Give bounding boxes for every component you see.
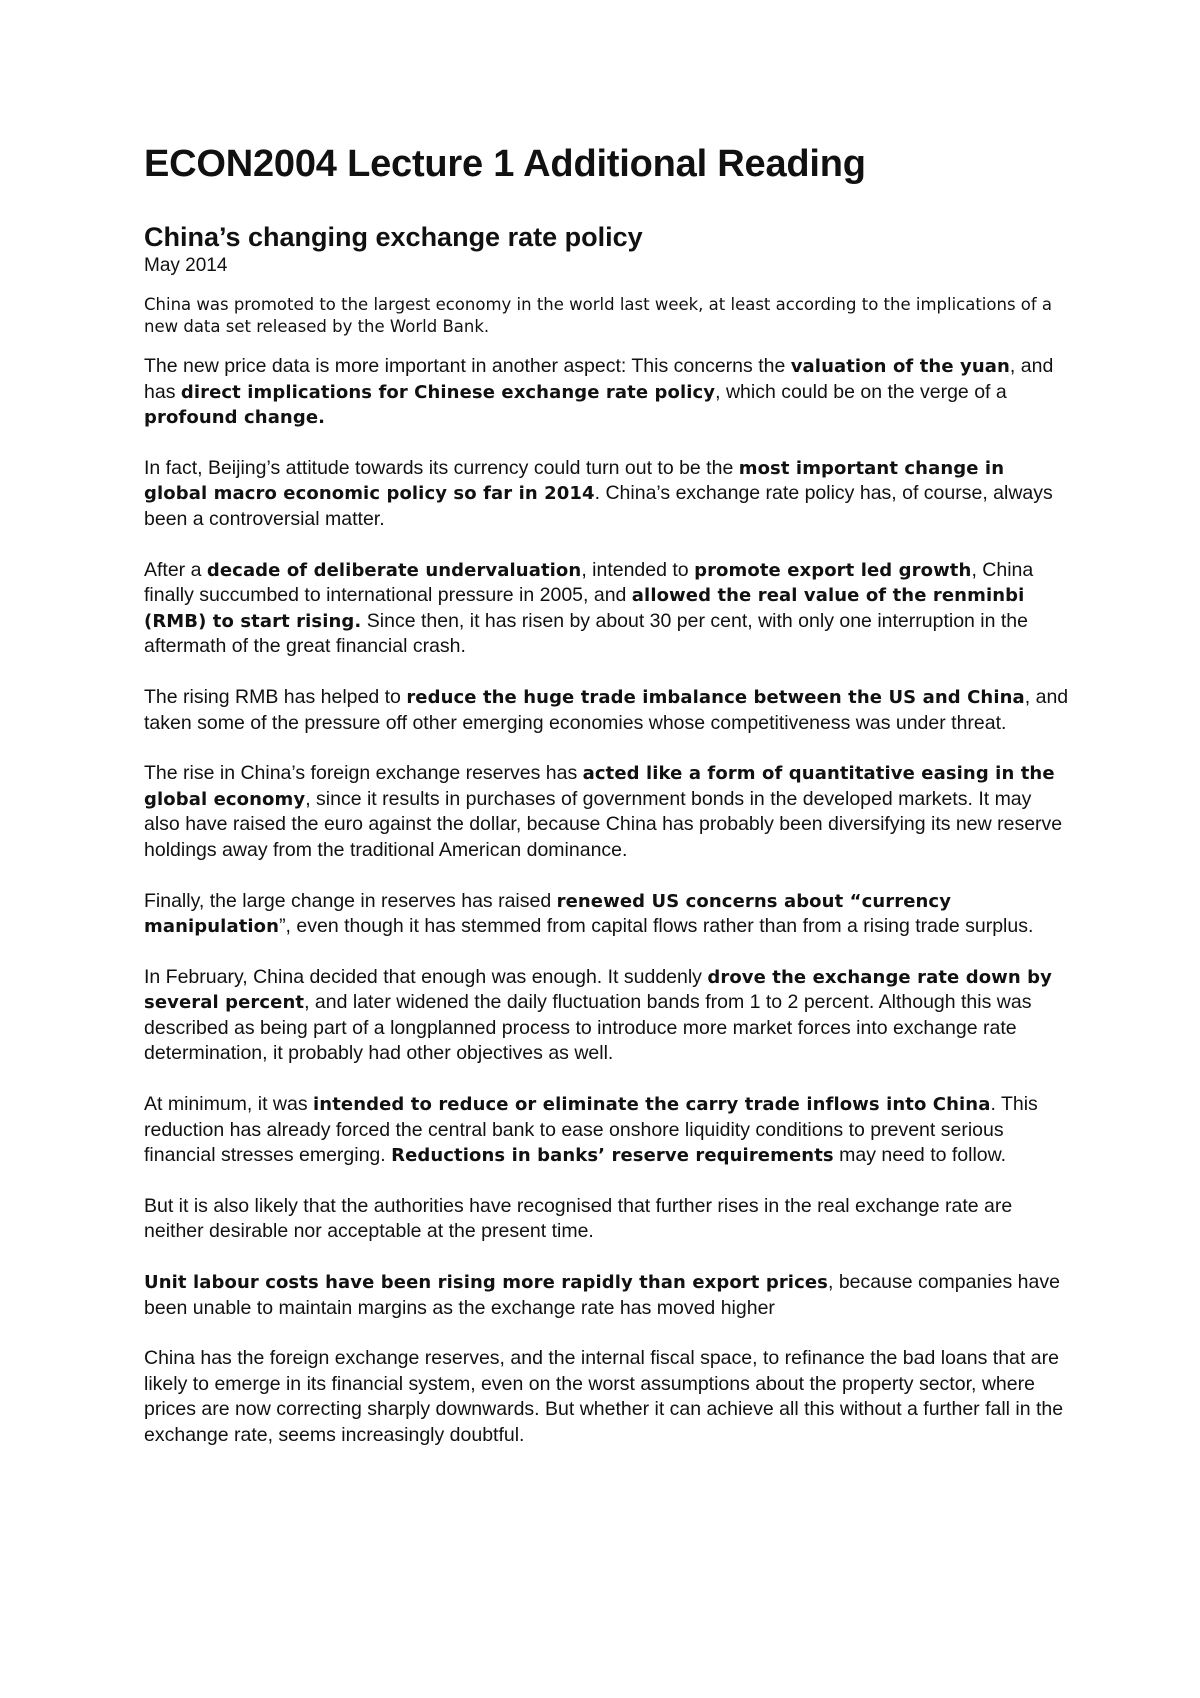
document-page [144,140,1069,1474]
paragraph-text: , which could be on the verge of a [715,380,1007,403]
paragraph-text: ”, even though it has stemmed from capital flows rather than from a rising trade surplus. [279,915,1034,938]
body-paragraph [144,1346,1069,1448]
paragraph-text: The new price data is more important in another aspect: This concerns the [144,355,791,377]
paragraph-text: Since then, it has risen by about 30 per cent, with only one interruption in the aftermath of the great financial crash. [144,609,1028,658]
article-body [144,354,1069,1449]
paragraph-text: , because companies have been unable to maintain margins as the exchange rate has moved higher [144,1271,1060,1319]
bold-text: direct implications for Chinese exchange rate policy [180,381,716,403]
bold-text: drove the exchange rate down by several percent [144,966,1052,1014]
paragraph-text: , and later widened the daily fluctuation bands from 1 to 2 percent. Although this was described as being part of a longplanned process to introduce more market forces into exchange rate determination, it probably had other objectives as well. [144,991,1032,1065]
paragraph-text: In fact, Beijing’s attitude towards its currency could turn out to be the [144,456,739,479]
article-title: China’s changing exchange rate policy [144,222,643,252]
body-paragraph [144,965,1069,1067]
paragraph-text: But it is also likely that the authorities have recognised that further rises in the real exchange rate are neither desirable nor acceptable at the present time. [144,1194,1013,1243]
body-paragraph [144,685,1069,736]
document-title: ECON2004 Lecture 1 Additional Reading [144,143,866,185]
paragraph-text: , intended to [581,558,695,581]
paragraph-text: , since it results in purchases of government bonds in the developed markets. It may also have raised the euro against the dollar, because China has probably been diversifying its new reserve holdings away from the traditional American dominance. [144,787,1063,861]
bold-text: most important change in global macro economic policy so far in 2014 [144,457,1005,505]
paragraph-text: The rise in China’s foreign exchange reserves has [144,762,583,785]
paragraph-text: , and taken some of the pressure off other emerging economies whose competitiveness was under threat. [144,685,1069,734]
paragraph-text: , China finally succumbed to international pressure in 2005, and [144,558,1034,607]
body-paragraph [144,761,1069,863]
paragraph-text: In February, China decided that enough was enough. It suddenly [144,965,708,988]
body-paragraph [144,558,1069,660]
bold-text: profound change. [144,407,326,429]
body-paragraph [144,1270,1069,1321]
paragraph-text: At minimum, it was [144,1093,314,1116]
bold-text: Unit labour costs have been rising more rapidly than export prices [144,1272,828,1294]
paragraph-text: The rising RMB has helped to [144,685,407,708]
paragraph-text: , and has [144,355,1054,403]
paragraph-text: . China’s exchange rate policy has, of course, always been a controversial matter. [144,482,1053,530]
body-paragraph [144,456,1069,533]
paragraph-text: . This reduction has already forced the central bank to ease onshore liquidity conditions to prevent serious financial stresses emerging. [144,1093,1038,1167]
bold-text: renewed US concerns about “currency manipulation [144,890,952,938]
body-paragraph [144,1092,1069,1169]
bold-text: reduce the huge trade imbalance between the US and China [406,686,1025,708]
intro-paragraph: China was promoted to the largest economy in the world last week, at least according to the implications of a new data set released by the World Bank. [144,295,1053,336]
bold-text: intended to reduce or eliminate the carry trade inflows into China [313,1094,991,1116]
body-paragraph [144,354,1069,431]
bold-text: Reductions in banks’ reserve requirements [391,1145,834,1167]
bold-text: promote export led growth [694,559,972,581]
bold-text: valuation of the yuan [790,356,1010,377]
article-date: May 2014 [144,255,228,276]
bold-text: acted like a form of quantitative easing in the global economy [144,763,1055,810]
paragraph-text: Finally, the large change in reserves has raised [144,889,557,912]
bold-text: allowed the real value of the renminbi (RMB) to start rising. [144,585,1025,632]
body-paragraph [144,889,1069,940]
bold-text: decade of deliberate undervaluation [206,559,582,581]
paragraph-text: may need to follow. [833,1144,1007,1167]
body-paragraph [144,1194,1069,1245]
paragraph-text: After a [144,558,207,581]
paragraph-text: China has the foreign exchange reserves, and the internal fiscal space, to refinance the bad loans that are likely to emerge in its financial system, even on the worst assumptions about the property sector, where prices are now correcting sharply downwards. But whether it can achieve all this without a further fall in the exchange rate, seems increasingly doubtful. [144,1347,1064,1446]
